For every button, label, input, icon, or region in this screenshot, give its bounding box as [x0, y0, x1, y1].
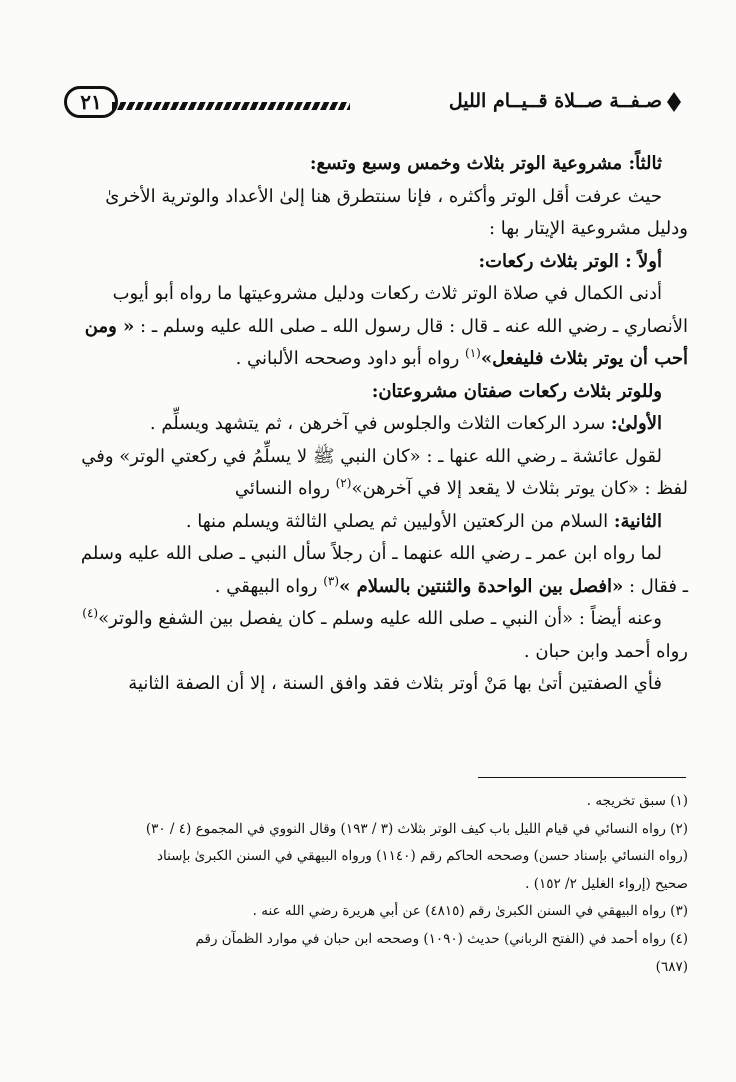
footnote-continuation: (٦٨٧) — [655, 958, 688, 975]
text-span: الأنصاري ـ رضي الله عنه ـ قال : قال رسول الله ـ صلى الله عليه وسلم ـ : — [134, 315, 688, 337]
footnote: (٢) رواه النسائي في قيام الليل باب كيف الوتر بثلاث (٣ / ١٩٣) وقال النووي في المجموع (٤ / ٣٠) — [145, 820, 688, 837]
subheading: وللوتر بثلاث ركعات صفتان مشروعتان: — [371, 380, 662, 402]
header-title: صـفــة صــلاة قــيــام الليل — [448, 90, 662, 112]
footnote-ref: (٣) — [323, 573, 340, 588]
paragraph-line: فأي الصفتين أتىٰ بها مَنْ أوتر بثلاث فقد وافق السنة ، إلا أن الصفة الثانية — [128, 673, 662, 694]
hadith-text: « ومن — [84, 315, 135, 337]
text-span: وعنه أيضاً : «أن النبي ـ صلى الله عليه وسلم ـ كان يفصل بين الشفع والوتر» — [98, 608, 662, 629]
paragraph-line — [68, 571, 688, 604]
footnote: (١) سبق تخريجه . — [586, 793, 688, 809]
paragraph-line: أدنى الكمال في صلاة الوتر ثلاث ركعات ودليل مشروعيتها ما رواه أبو أيوب — [112, 283, 662, 304]
text-span: السلام من الركعتين الأوليين ثم يصلي الثالثة ويسلم منها . — [185, 510, 614, 532]
paragraph-line: لقول عائشة ـ رضي الله عنها ـ : «كان النبي ﷺ لا يسلِّمُ في ركعتي الوتر» وفي — [81, 445, 662, 467]
text-span: رواه النسائي — [234, 478, 336, 499]
paragraph-line — [68, 343, 688, 376]
text-span: سرد الركعات الثلاث والجلوس في آخرهن ، ثم يتشهد ويسلِّم . — [149, 413, 611, 434]
footnote-continuation: صحيح (إرواء الغليل ٢/ ١٥٢) . — [525, 875, 688, 892]
footnotes — [68, 788, 688, 981]
paragraph-line — [68, 473, 688, 506]
subheading: أولاً : الوتر بثلاث ركعات: — [478, 250, 662, 272]
paragraph-line: لما رواه ابن عمر ـ رضي الله عنهما ـ أن رجلاً سأل النبي ـ صلى الله عليه وسلم — [80, 543, 662, 564]
footnote-separator — [478, 777, 686, 778]
header-ornament — [667, 92, 681, 112]
footnote-continuation: (رواه النسائي بإسناد حسن) وصححه الحاكم رقم (١١٤٠) ورواه البيهقي في السنن الكبرىٰ بإسناد — [156, 848, 688, 865]
body-text — [68, 148, 688, 701]
text-span: رواه البيهقي . — [214, 575, 324, 597]
paragraph-line — [68, 603, 688, 636]
paragraph-line — [68, 408, 688, 441]
footnote: (٤) رواه أحمد في (الفتح الرباني) حديث (١٠٩٠) وصححه ابن حبان في موارد الظمآن رقم — [195, 930, 688, 947]
section-heading: ثالثاً: مشروعية الوتر بثلاث وخمس وسبع وتسع: — [309, 153, 662, 174]
text-span: لفظ : «كان يوتر بثلاث لا يقعد إلا في آخرهن» — [351, 478, 688, 499]
footnote-ref: (١) — [465, 346, 481, 360]
hadith-text: «افصل بين الواحدة والثنتين بالسلام » — [339, 575, 624, 597]
running-header — [60, 84, 680, 126]
paragraph-line — [68, 311, 688, 344]
term-label: الثانية: — [613, 510, 662, 532]
page-number: ٢١ — [64, 86, 118, 118]
footnote-ref: (٤) — [82, 606, 99, 620]
paragraph-line — [68, 506, 688, 539]
paragraph-line: ودليل مشروعية الإيتار بها : — [488, 218, 688, 239]
term-label: الأولىٰ: — [610, 413, 662, 434]
hadith-text: أحب أن يوتر بثلاث فليفعل» — [480, 348, 688, 369]
text-span: رواه أبو داود وصححه الألباني . — [235, 348, 466, 369]
footnote-ref: (٢) — [335, 476, 352, 490]
header-decorative-rule — [112, 102, 350, 110]
paragraph-line: رواه أحمد وابن حبان . — [523, 640, 688, 662]
paragraph-line: حيث عرفت أقل الوتر وأكثره ، فإنا سنتطرق هنا إلىٰ الأعداد والوترية الأخرىٰ — [105, 185, 662, 207]
text-span: ـ فقال : — [623, 575, 688, 597]
footnote: (٣) رواه البيهقي في السنن الكبرىٰ رقم (٤٨١٥) عن أبي هريرة رضي الله عنه . — [252, 903, 688, 920]
